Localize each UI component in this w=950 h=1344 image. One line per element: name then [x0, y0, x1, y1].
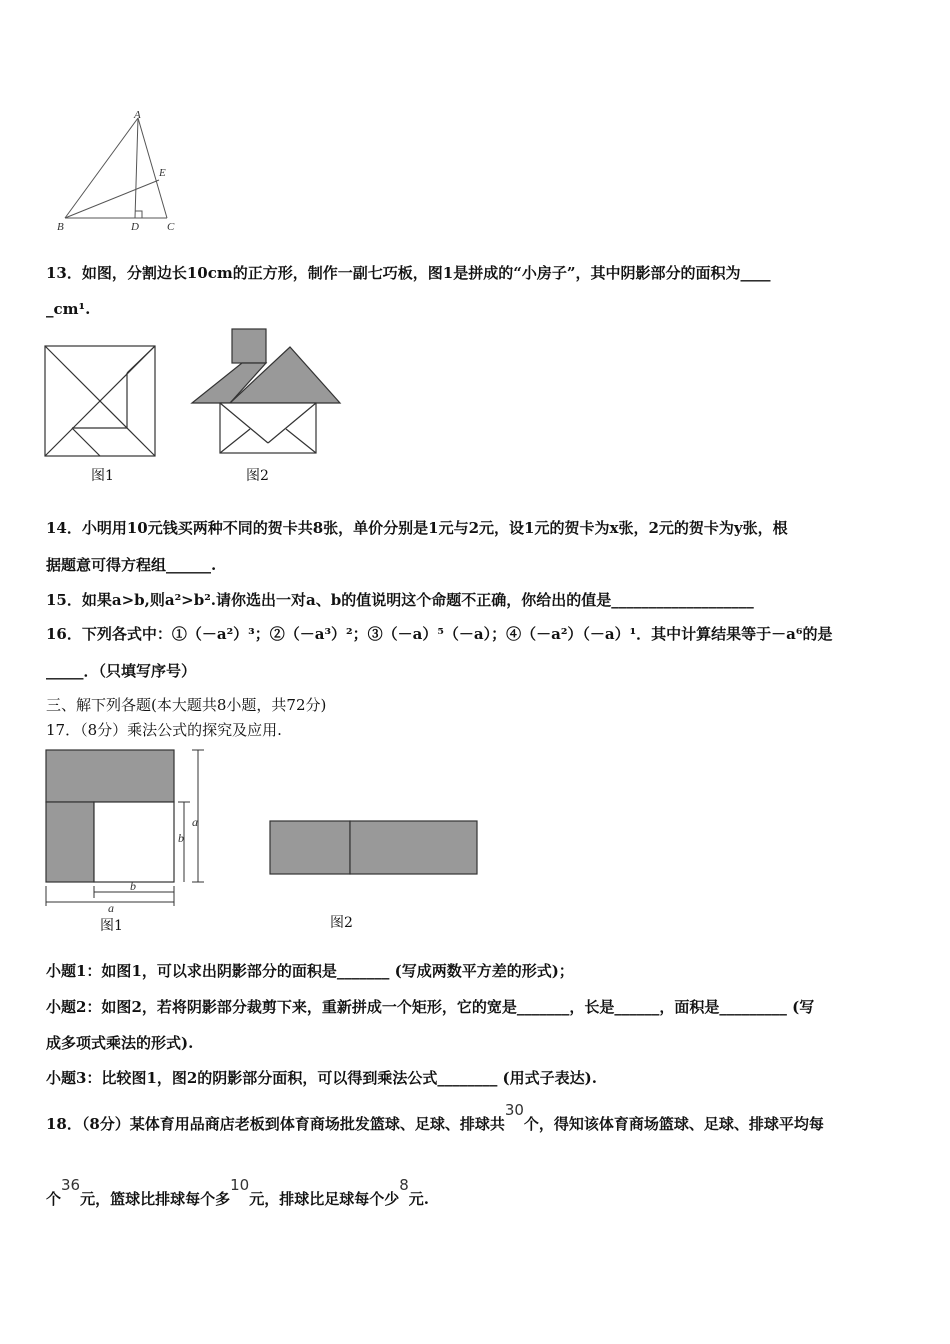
q18-line1	[46, 1101, 824, 1134]
vertex-label-b: B	[57, 221, 64, 233]
q17-fig1-caption: 图1	[100, 918, 123, 934]
q17-title: 17．（8分）乘法公式的探究及应用.	[46, 721, 282, 739]
vertex-label-e: E	[159, 167, 166, 179]
q17-sub1: 小题1：如图1，可以求出阴影部分的面积是_______ (写成两数平方差的形式)；	[46, 962, 574, 980]
q13-line2: _cm¹.	[46, 300, 91, 318]
vertex-label-d: D	[131, 221, 139, 233]
fig1-label-b-vertical: b	[178, 831, 184, 845]
q14-line1: 14．小明用10元钱买两种不同的贺卡共8张，单价分别是1元与2元，设1元的贺卡为x张，2元的贺卡为y张，根	[46, 519, 788, 537]
q18-l2-a: 个	[46, 1190, 62, 1208]
q17-figure1	[42, 746, 212, 914]
q18-l2-c: 元，排球比足球每个少	[249, 1190, 400, 1208]
q16-line1: 16．下列各式中：①（－a²）³；②（－a³）²；③（－a）⁵（－a）；④（－a²）（－a）¹．其中计算结果等于－a⁶的是	[46, 625, 833, 643]
q17-figure2	[268, 818, 480, 878]
q17-fig2-caption: 图2	[330, 915, 353, 931]
q18-total: 30	[504, 1101, 524, 1119]
q18-l2-b: 元，篮球比排球每个多	[80, 1190, 231, 1208]
q16-line2: _____．（只填写序号）	[46, 662, 197, 680]
q18-mid: 个，得知该体育商场篮球、足球、排球平均每	[523, 1115, 824, 1133]
triangle-figure	[55, 108, 185, 236]
q17-sub2-line2: 成多项式乘法的形式).	[46, 1034, 194, 1052]
q18-diff1: 10	[230, 1176, 250, 1194]
q13-line1: 13．如图，分割边长10cm的正方形，制作一副七巧板，图1是拼成的“小房子”，其中阴影部分的面积为____	[46, 264, 771, 282]
q14-line2: 据题意可得方程组______.	[46, 556, 217, 574]
tangram-house-figure	[190, 327, 342, 457]
vertex-label-c: C	[167, 221, 175, 233]
fig1-label-a-vertical: a	[192, 815, 198, 829]
q18-diff2: 8	[399, 1176, 409, 1194]
q18-line2	[46, 1176, 430, 1209]
q17-sub2-line1: 小题2：如图2，若将阴影部分裁剪下来，重新拼成一个矩形，它的宽是_______，长是______，面积是_________ (写	[46, 998, 815, 1016]
section3-title: 三、解下列各题(本大题共8小题，共72分)	[46, 696, 327, 714]
q15-line: 15．如果a>b,则a²>b².请你选出一对a、b的值说明这个命题不正确，你给出的值是___________________	[46, 591, 754, 609]
q18-l2-d: 元.	[408, 1190, 430, 1208]
q17-sub3: 小题3：比较图1，图2的阴影部分面积，可以得到乘法公式________ (用式子表达).	[46, 1069, 597, 1087]
q18-prefix: 18．（8分）某体育用品商店老板到体育商场批发篮球、足球、排球共	[46, 1115, 505, 1133]
q18-avg: 36	[61, 1176, 81, 1194]
q13-fig1-caption: 图1	[91, 468, 114, 484]
fig1-label-b-horizontal: b	[130, 879, 136, 893]
vertex-label-a: A	[134, 109, 141, 121]
fig1-label-a-horizontal: a	[108, 901, 114, 914]
tangram-square-figure	[44, 345, 158, 459]
q13-fig2-caption: 图2	[246, 468, 269, 484]
